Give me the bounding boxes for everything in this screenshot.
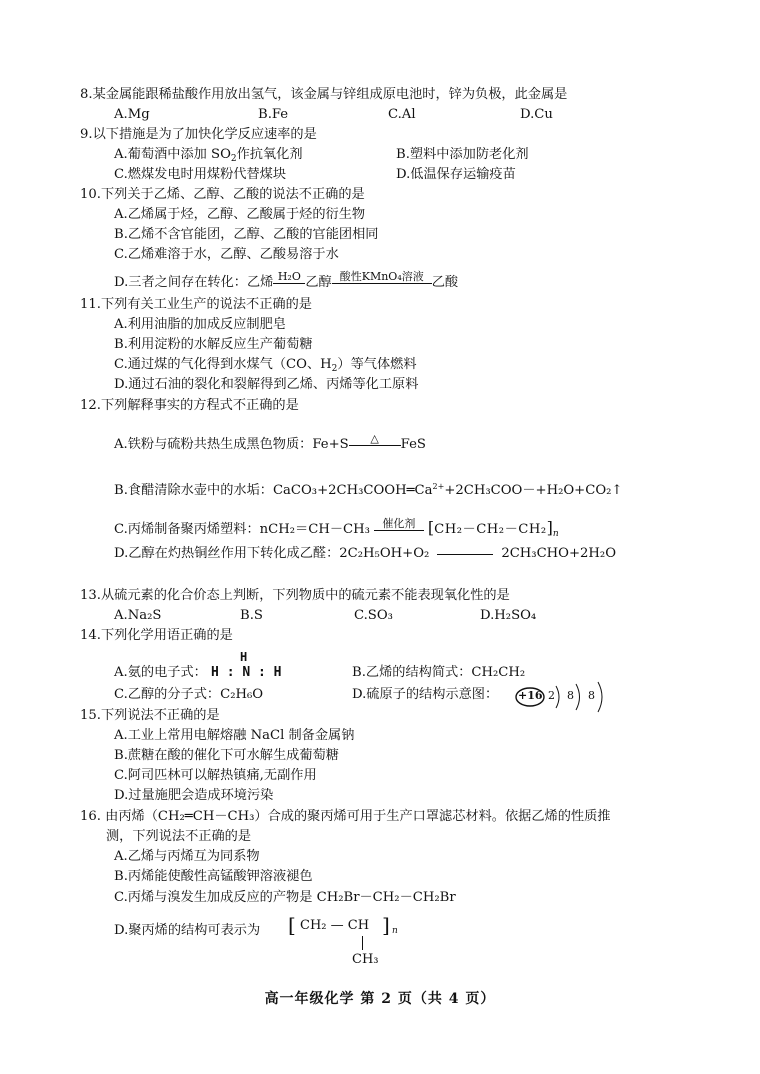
q13-option-c: C.SO₃: [354, 608, 393, 623]
q16-option-d: D.聚丙烯的结构可表示为: [114, 923, 261, 938]
q15-stem: 15.下列说法不正确的是: [80, 708, 220, 723]
q10-option-a: A.乙烯属于烃，乙醇、乙酸属于烃的衍生物: [114, 207, 366, 222]
q14-option-a: A.氨的电子式： H H : N : H: [114, 650, 282, 680]
q8-stem: 8.某金属能跟稀盐酸作用放出氢气，该金属与锌组成原电池时，锌为负极，此金属是: [80, 87, 568, 102]
q9-option-b: B.塑料中添加防老化剂: [396, 147, 529, 162]
q16-option-c: C.丙烯与溴发生加成反应的产物是 CH₂Br－CH₂－CH₂Br: [114, 890, 456, 905]
q16-option-b: B.丙烯能使酸性高锰酸钾溶液褪色: [114, 869, 313, 884]
reaction-arrow: [437, 552, 493, 555]
q16-stem-cont: 测，下列说法不正确的是: [106, 829, 252, 844]
shell-electrons: 8: [588, 689, 595, 702]
page-footer: 高一年级化学 第 2 页（共 4 页）: [264, 991, 496, 1007]
nucleus-charge: +16: [518, 689, 543, 702]
q10-stem: 10.下列关于乙烯、乙醇、乙酸的说法不正确的是: [80, 187, 365, 202]
q11-option-b: B.利用淀粉的水解反应生产葡萄糖: [114, 337, 313, 352]
q14-option-c: C.乙醇的分子式：C₂H₆O: [114, 687, 264, 702]
q14-option-d: D.硫原子的结构示意图：: [352, 687, 499, 702]
reaction-arrow: H₂O: [273, 281, 305, 284]
reaction-condition: △: [349, 443, 401, 446]
q9-option-d: D.低温保存运输疫苗: [396, 167, 516, 182]
sulfur-atom-diagram: [512, 680, 642, 714]
q13-option-b: B.S: [240, 608, 263, 623]
q12-stem: 12.下列解释事实的方程式不正确的是: [80, 398, 299, 413]
shell-electrons: 2: [548, 689, 555, 702]
q10-option-d: D.三者之间存在转化：乙烯 H₂O 乙醇 酸性KMnO₄溶液 乙酸: [114, 270, 459, 290]
q13-stem: 13.从硫元素的化合价态上判断，下列物质中的硫元素不能表现氧化性的是: [80, 588, 510, 603]
reaction-arrow: 催化剂: [374, 528, 424, 531]
reaction-arrow: 酸性KMnO₄溶液: [332, 281, 432, 284]
q12-option-d: D.乙醇在灼热铜丝作用下转化成乙醛：2C₂H₅OH+O₂ 2CH₃CHO+2H₂O: [114, 546, 617, 561]
q16-option-a: A.乙烯与丙烯互为同系物: [114, 849, 260, 864]
q9-option-c: C.燃煤发电时用煤粉代替煤块: [114, 167, 287, 182]
q10-option-b: B.乙烯不含官能团，乙醇、乙酸的官能团相同: [114, 227, 379, 242]
q11-option-a: A.利用油脂的加成反应制肥皂: [114, 317, 286, 332]
q9-stem: 9.以下措施是为了加快化学反应速率的是: [80, 127, 317, 142]
q15-option-d: D.过量施肥会造成环境污染: [114, 788, 274, 803]
q8-option-c: C.Al: [388, 107, 416, 122]
q11-stem: 11.下列有关工业生产的说法不正确的是: [80, 297, 312, 312]
q10-option-c: C.乙烯难溶于水，乙醇、乙酸易溶于水: [114, 247, 339, 262]
q9-option-a: A.葡萄酒中添加 $SO_2$作抗氧化剂: [114, 147, 303, 164]
q11-option-c: C.通过煤的气化得到水煤气（CO、$H_2$）等气体燃料: [114, 357, 417, 374]
q12-option-c: C.丙烯制备聚丙烯塑料：nCH₂＝CH－CH₃ 催化剂 $[CH_2-CH_2-CH_2]_n$: [114, 517, 559, 539]
q13-option-d: D.H₂SO₄: [480, 608, 537, 623]
q11-option-d: D.通过石油的裂化和裂解得到乙烯、丙烯等化工原料: [114, 377, 419, 392]
shell-electrons: 8: [567, 689, 574, 702]
q8-option-b: B.Fe: [258, 107, 289, 122]
q12-option-a: A.铁粉与硫粉共热生成黑色物质：Fe+S △ FeS: [114, 432, 426, 452]
q15-option-a: A.工业上常用电解熔融 NaCl 制备金属钠: [114, 728, 355, 743]
q14-option-b: B.乙烯的结构简式：CH₂CH₂: [352, 665, 526, 680]
q8-option-a: A.Mg: [114, 107, 150, 122]
q13-option-a: A.Na₂S: [114, 608, 162, 623]
q12-option-b: B.食醋清除水壶中的水垢：$CaCO_3+2CH_3COOH═Ca^{2+}+2CH_3COO-+H_2O+CO_2↑$: [114, 482, 623, 498]
q15-option-c: C.阿司匹林可以解热镇痛,无副作用: [114, 768, 317, 783]
q14-stem: 14.下列化学用语正确的是: [80, 628, 233, 643]
q15-option-b: B.蔗糖在酸的催化下可水解生成葡萄糖: [114, 748, 339, 763]
polypropylene-structure: [ CH₂ — CH ] n CH₃: [288, 913, 398, 967]
q16-stem: 16. 由丙烯（CH₂═CH－CH₃）合成的聚丙烯可用于生产口罩滤芯材料。依据乙烯的性质推: [80, 809, 611, 824]
q8-option-d: D.Cu: [520, 107, 553, 122]
